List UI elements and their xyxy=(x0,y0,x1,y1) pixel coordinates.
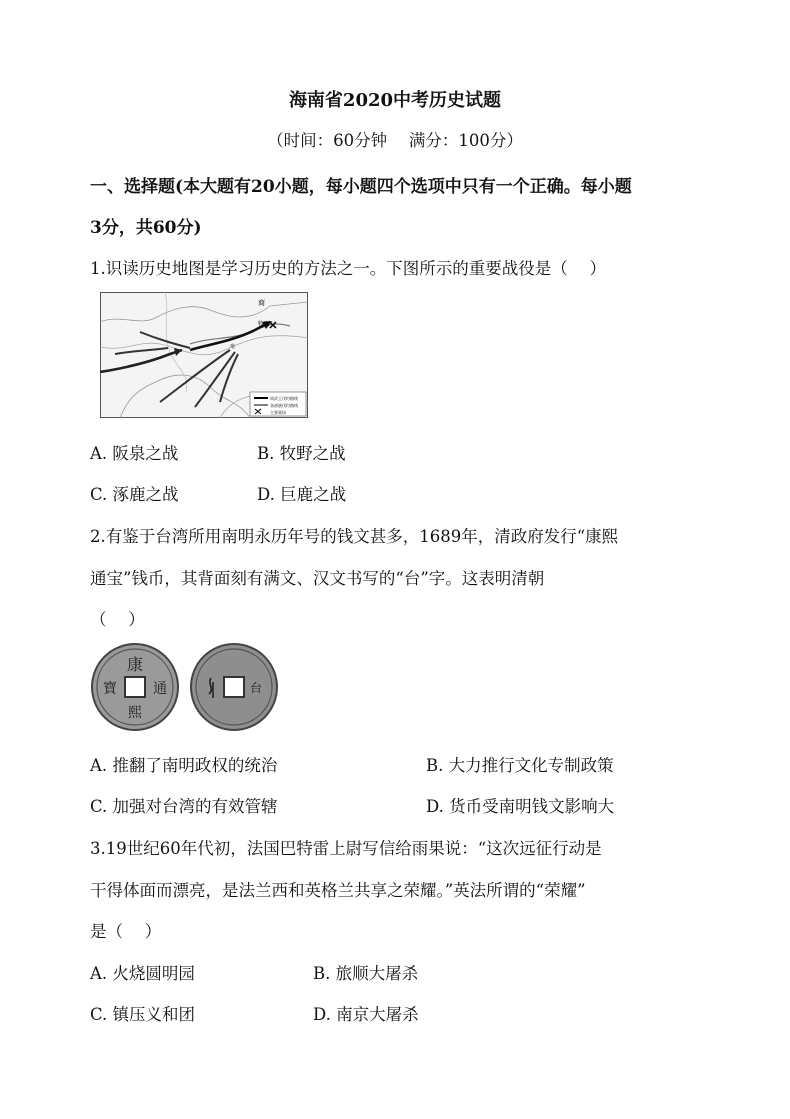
coin-back xyxy=(189,642,279,732)
q1-option-a: A. 阪泉之战 xyxy=(90,444,179,463)
exam-meta: （时间：60分钟 满分：100分） xyxy=(267,131,523,150)
q3-option-b: B. 旅顺大屠杀 xyxy=(313,964,419,983)
page-title: 海南省2020中考历史试题 xyxy=(288,90,502,111)
map-legend-2: 各部族伐纣路线 xyxy=(270,403,298,408)
q1-option-d: D. 巨鹿之战 xyxy=(257,485,347,504)
q1-option-b: B. 牧野之战 xyxy=(257,444,346,463)
q1-option-c: C. 涿鹿之战 xyxy=(90,485,179,504)
coin-char-top: 康 xyxy=(126,655,144,674)
coin-char-bottom: 熙 xyxy=(128,705,142,721)
q2-option-b: B. 大力推行文化专制政策 xyxy=(426,756,614,775)
map-legend-1: 周武王伐纣路线 xyxy=(270,396,298,401)
q3-stem-line3: 是（ ） xyxy=(90,922,162,941)
coin-back-char: 台 xyxy=(249,681,263,695)
q3-option-d: D. 南京大屠杀 xyxy=(313,1005,419,1024)
map-label-shang: 商 xyxy=(258,299,265,307)
map-label-bo: 亳 xyxy=(230,344,236,350)
q1-stem: 1.识读历史地图是学习历史的方法之一。下图所示的重要战役是（ ） xyxy=(90,259,606,278)
coin-front xyxy=(90,642,180,732)
coin-char-right: 通 xyxy=(153,681,167,697)
q2-stem-line3: （ ） xyxy=(90,610,145,629)
q3-option-c: C. 镇压义和团 xyxy=(90,1005,196,1024)
q3-stem-line2: 干得体面而漂亮，是法兰西和英格兰共享之荣耀。”英法所谓的“荣耀” xyxy=(90,881,586,900)
map-label-muye: 牧野 xyxy=(258,321,271,328)
q1-map xyxy=(100,292,308,418)
q3-option-a: A. 火烧圆明园 xyxy=(90,964,195,983)
coin-char-left: 寶 xyxy=(103,681,117,697)
q2-option-d: D. 货币受南明钱文影响大 xyxy=(426,797,615,816)
q2-stem-line2: 通宝”钱币，其背面刻有满文、汉文书写的“台”字。这表明清朝 xyxy=(90,569,545,588)
q2-stem-line1: 2.有鉴于台湾所用南明永历年号的钱文甚多，1689年，清政府发行“康熙 xyxy=(90,527,619,546)
section-heading-line2: 3分，共60分) xyxy=(90,218,202,238)
map-legend-3: 主要战场 xyxy=(270,410,286,415)
q3-stem-line1: 3.19世纪60年代初，法国巴特雷上尉写信给雨果说：“这次远征行动是 xyxy=(90,839,602,858)
section-heading-line1: 一、选择题(本大题有20小题，每小题四个选项中只有一个正确。每小题 xyxy=(90,177,632,197)
q2-option-c: C. 加强对台湾的有效管辖 xyxy=(90,797,278,816)
q2-option-a: A. 推翻了南明政权的统治 xyxy=(90,756,278,775)
